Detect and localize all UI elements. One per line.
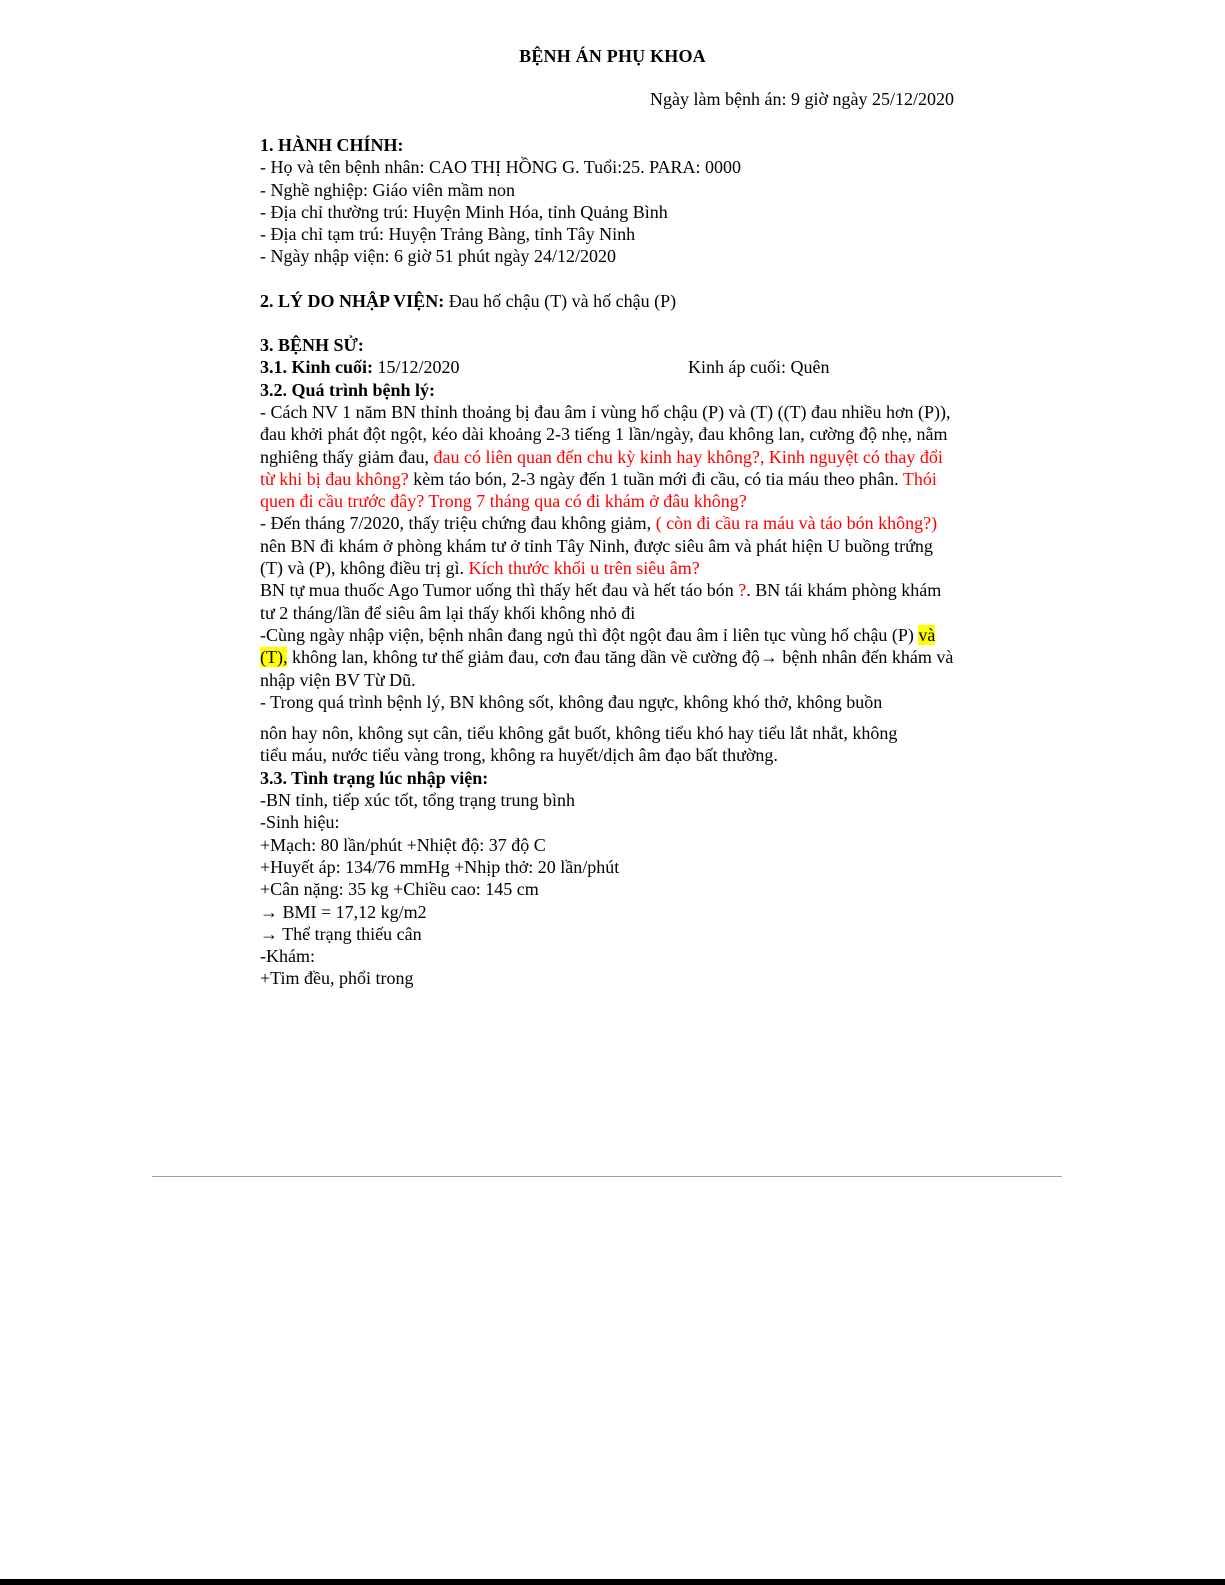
admission-status-line: +Tim đều, phổi trong [260, 968, 414, 989]
admission-status-line: -Sinh hiệu: [260, 812, 340, 833]
occupation-line: - Nghề nghiệp: Giáo viên mầm non [260, 179, 515, 200]
highlighted-text: và (T), [260, 624, 936, 668]
subsection-heading-admission-status: 3.3. Tình trạng lúc nhập viện: [260, 767, 489, 788]
record-date: Ngày làm bệnh án: 9 giờ ngày 25/12/2020 [650, 89, 954, 109]
section-heading-history: 3. BỆNH SỬ: [260, 335, 364, 356]
permanent-address-line: - Địa chỉ thường trú: Huyện Minh Hóa, tỉnh Quảng Bình [260, 201, 668, 222]
document-title: BỆNH ÁN PHỤ KHOA [519, 46, 706, 66]
admission-status-line: -Khám: [260, 946, 315, 967]
history-paragraph-3 [260, 579, 960, 624]
admission-status-line: → Thể trạng thiếu cân [260, 923, 422, 944]
reviewer-question: ? [738, 580, 747, 601]
reviewer-question: Thói quen đi cầu trước đây? Trong 7 tháng qua có đi khám ở đâu không? [260, 468, 937, 512]
history-paragraph-4 [260, 624, 960, 691]
reviewer-question: đau có liên quan đến chu kỳ kinh hay không?, Kinh nguyệt có thay đổi từ khi bị đau không? [260, 446, 943, 489]
history-paragraph-5-line-1: - Trong quá trình bệnh lý, BN không sốt, không đau ngực, không khó thở, không buồn [260, 691, 883, 712]
admission-date-line: - Ngày nhập viện: 6 giờ 51 phút ngày 24/12/2020 [260, 246, 616, 267]
bottom-edge-bar [0, 1579, 1225, 1585]
page-divider [152, 1176, 1062, 1177]
section-heading-reason: 2. LÝ DO NHẬP VIỆN: [260, 290, 445, 311]
history-text: -Cùng ngày nhập viện, bệnh nhân đang ngủ thì đột ngột đau âm ỉ liên tục vùng hố chậu (P) [260, 624, 919, 645]
last-period [260, 356, 688, 378]
history-paragraph-5-line-2: nôn hay nôn, không sụt cân, tiểu không gắt buốt, không tiểu khó hay tiểu lắt nhắt, không [260, 723, 898, 744]
subsection-heading-course: 3.2. Quá trình bệnh lý: [260, 379, 436, 400]
section-heading-administrative: 1. HÀNH CHÍNH: [260, 135, 404, 155]
document-body [260, 134, 960, 990]
history-text: BN tự mua thuốc Ago Tumor uống thì thấy hết đau và hết táo bón [260, 580, 739, 601]
history-text: - Đến tháng 7/2020, thấy triệu chứng đau không giảm, [260, 513, 656, 534]
admission-status-line: +Huyết áp: 134/76 mmHg +Nhịp thở: 20 lần/phút [260, 856, 620, 877]
history-text: không lan, không tư thế giảm đau, cơn đau tăng dần về cường độ→ bệnh nhân đến khám và nhập viện BV Từ Dũ. [260, 647, 954, 690]
reviewer-question: Kích thước khối u trên siêu âm? [468, 558, 700, 579]
previous-period: Kinh áp cuối: Quên [688, 357, 830, 378]
admission-reason [260, 290, 960, 312]
last-period-value: 15/12/2020 [373, 357, 460, 378]
history-paragraph-2 [260, 512, 960, 579]
history-text: nên BN đi khám ở phòng khám tư ở tỉnh Tây Ninh, được siêu âm và phát hiện U buồng trứng (T) và (P), không điều trị gì. [260, 535, 933, 579]
history-text: kèm táo bón, 2-3 ngày đến 1 tuần mới đi cầu, có tia máu theo phân. [408, 468, 903, 489]
admission-status-line: +Cân nặng: 35 kg +Chiều cao: 145 cm [260, 879, 539, 900]
reviewer-question: ( còn đi cầu ra máu và táo bón không?) [655, 513, 938, 534]
menstrual-row [260, 356, 960, 378]
admission-reason-text: Đau hố chậu (T) và hố chậu (P) [444, 290, 677, 311]
history-paragraph-1 [260, 401, 960, 512]
temporary-address-line: - Địa chỉ tạm trú: Huyện Trảng Bàng, tỉnh Tây Ninh [260, 224, 636, 245]
last-period-label: 3.1. Kinh cuối: [260, 357, 374, 378]
history-paragraph-5-line-3: tiểu máu, nước tiểu vàng trong, không ra huyết/dịch âm đạo bất thường. [260, 745, 778, 766]
history-text: - Cách NV 1 năm BN thỉnh thoảng bị đau âm ỉ vùng hố chậu (P) và (T) ((T) đau nhiều hơn (P)), đau khởi phát đột ngột, kéo dài khoảng 2-3 tiếng 1 lần/ngày, đau không lan, cường độ nhẹ, nằm nghiêng thấy giảm đau, [260, 401, 951, 467]
patient-info-line: - Họ và tên bệnh nhân: CAO THỊ HỒNG G. Tuổi:25. PARA: 0000 [260, 157, 742, 178]
admission-status-line: +Mạch: 80 lần/phút +Nhiệt độ: 37 độ C [260, 834, 546, 855]
history-text: . BN tái khám phòng khám tư 2 tháng/lần để siêu âm lại thấy khối không nhỏ đi [260, 580, 942, 623]
admission-status-line: -BN tỉnh, tiếp xúc tốt, tổng trạng trung bình [260, 790, 575, 811]
admission-status-line: → BMI = 17,12 kg/m2 [260, 901, 427, 922]
